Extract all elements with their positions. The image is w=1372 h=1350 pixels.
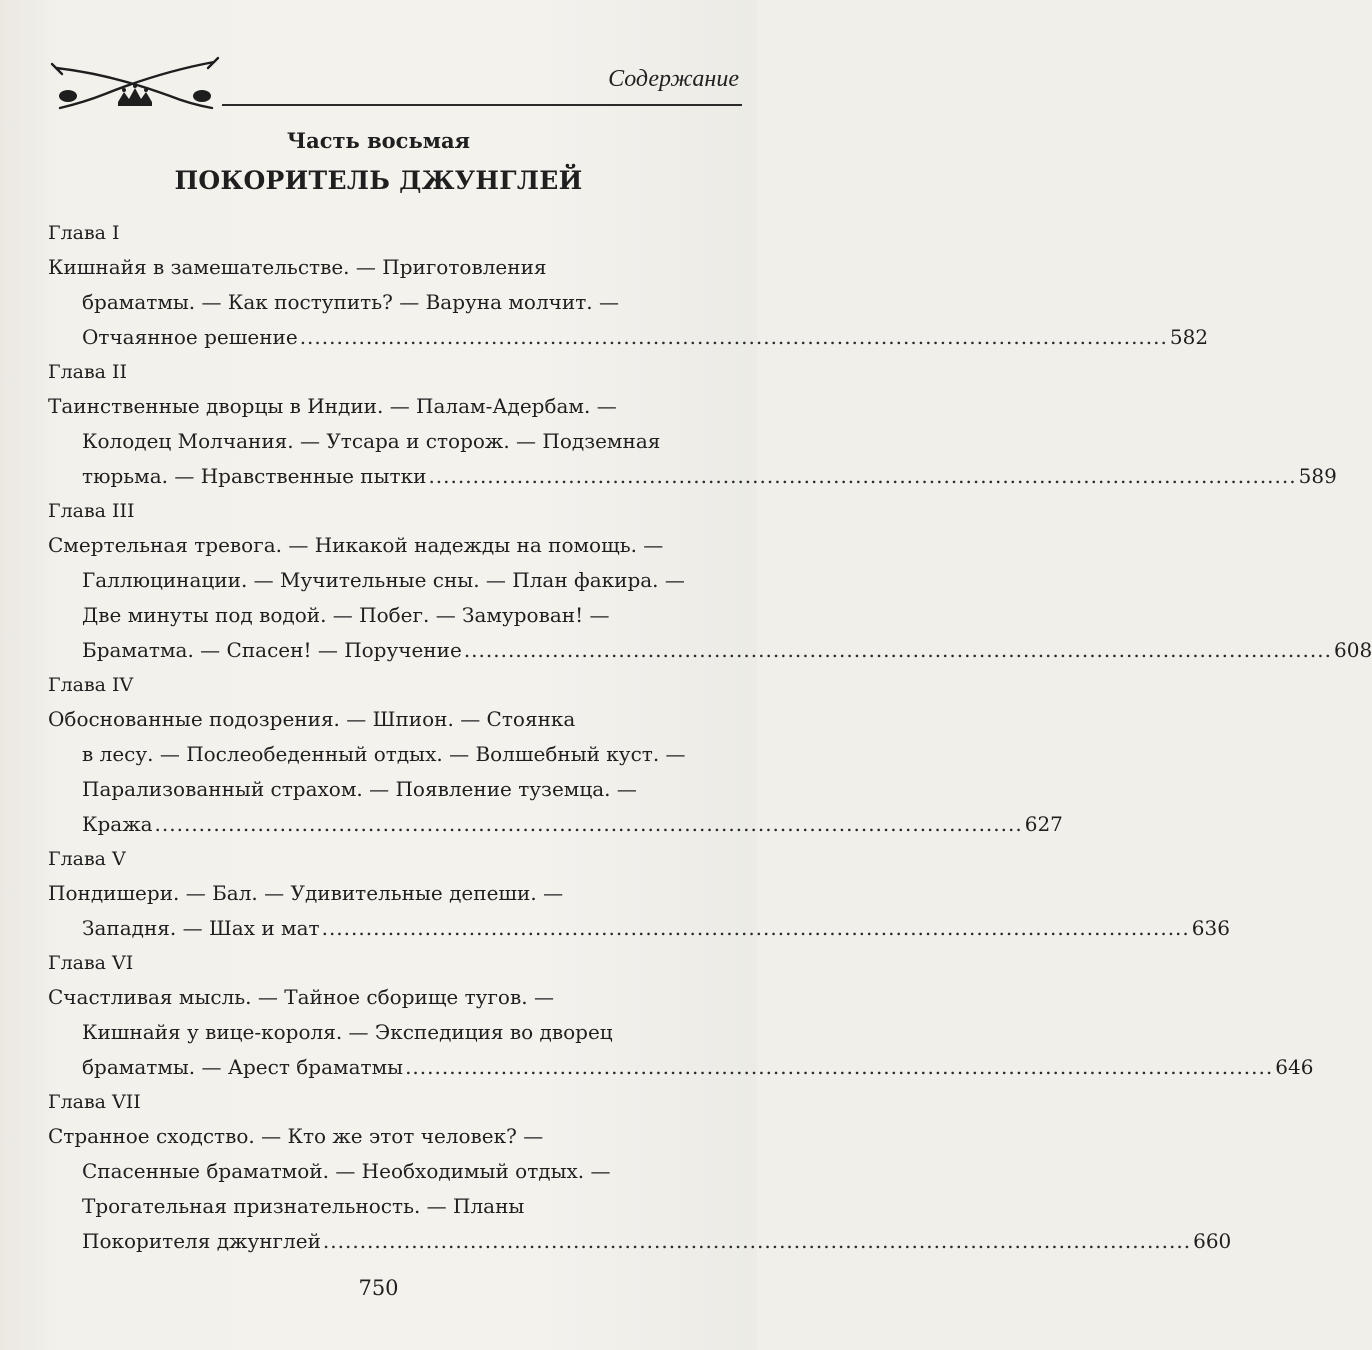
entry-line	[48, 807, 1063, 842]
entry-page-number: 646	[1275, 1055, 1314, 1079]
entry-line: Смертельная тревога. — Никакой надежды на помощь. —	[48, 533, 664, 557]
chapter-label: Глава I	[48, 222, 120, 244]
dot-leader: ......................................................................................................................	[428, 464, 1297, 488]
chapter-entry	[48, 980, 1314, 1085]
running-header-title: Содержание	[608, 66, 739, 92]
dot-leader: ......................................................................................................................	[321, 916, 1190, 940]
chapter-entry	[48, 702, 1063, 842]
dot-leader: ......................................................................................................................	[405, 1055, 1274, 1079]
toc-chapter	[48, 946, 1314, 1085]
entry-line	[48, 1050, 1314, 1085]
crossed-sabers-crown-emblem	[50, 52, 220, 114]
entry-line-text: Покорителя джунглей	[82, 1229, 321, 1253]
dot-leader: ......................................................................................................................	[154, 812, 1023, 836]
chapter-label: Глава IV	[48, 674, 134, 696]
entry-line: Трогательная признательность. — Планы	[82, 1194, 525, 1218]
part-label: Часть восьмая	[286, 128, 471, 153]
entry-line: Две минуты под водой. — Побег. — Замурован! —	[82, 603, 610, 627]
entry-page-number: 636	[1191, 916, 1230, 940]
entry-line-text: браматмы. — Арест браматмы	[82, 1055, 404, 1079]
chapter-label: Глава III	[48, 500, 135, 522]
entry-page-number: 660	[1193, 1229, 1232, 1253]
chapter-entry	[48, 1119, 1232, 1259]
entry-line: Кишнайя в замешательстве. — Приготовления	[48, 255, 547, 279]
chapter-entry	[48, 528, 1372, 668]
entry-line: Спасенные браматмой. — Необходимый отдых. —	[82, 1159, 611, 1183]
entry-line	[48, 459, 1337, 494]
entry-line: Парализованный страхом. — Появление туземца. —	[82, 777, 637, 801]
page-number: 750	[358, 1276, 399, 1300]
entry-line: Пондишери. — Бал. — Удивительные депеши. —	[48, 881, 564, 905]
entry-line	[48, 1224, 1232, 1259]
dot-leader: ......................................................................................................................	[322, 1229, 1192, 1253]
entry-line: Галлюцинации. — Мучительные сны. — План факира. —	[82, 568, 685, 592]
entry-line-text: Браматма. — Спасен! — Поручение	[82, 638, 462, 662]
chapter-entry	[48, 876, 1230, 946]
dot-leader: ......................................................................................................................	[463, 638, 1332, 662]
header-rule	[222, 104, 742, 106]
entry-page-number: 627	[1024, 812, 1063, 836]
entry-line: Обоснованные подозрения. — Шпион. — Стоянка	[48, 707, 576, 731]
entry-line: Таинственные дворцы в Индии. — Палам-Адербам. —	[48, 394, 617, 418]
entry-line	[48, 911, 1230, 946]
toc-chapter	[48, 1085, 1232, 1259]
entry-line: в лесу. — Послеобеденный отдых. — Волшебный куст. —	[82, 742, 686, 766]
entry-line	[48, 320, 1209, 355]
chapter-label: Глава VII	[48, 1091, 141, 1113]
entry-line: браматмы. — Как поступить? — Варуна молчит. —	[82, 290, 620, 314]
chapter-label: Глава V	[48, 848, 126, 870]
toc-chapter	[48, 668, 1063, 842]
entry-line	[48, 633, 1372, 668]
entry-line-text: Отчаянное решение	[82, 325, 298, 349]
entry-page-number: 608	[1334, 638, 1372, 662]
part-title: ПОКОРИТЕЛЬ ДЖУНГЛЕЙ	[174, 166, 583, 195]
entry-line-text: Западня. — Шах и мат	[82, 916, 320, 940]
table-of-contents	[48, 216, 1372, 1259]
entry-line: Счастливая мысль. — Тайное сборище тугов. —	[48, 985, 554, 1009]
entry-line: Колодец Молчания. — Утсара и сторож. — Подземная	[82, 429, 661, 453]
dot-leader: ......................................................................................................................	[299, 325, 1168, 349]
entry-page-number: 589	[1298, 464, 1337, 488]
chapter-entry	[48, 389, 1337, 494]
entry-line: Странное сходство. — Кто же этот человек? —	[48, 1124, 544, 1148]
toc-chapter	[48, 216, 1209, 355]
toc-chapter	[48, 494, 1372, 668]
entry-line-text: тюрьма. — Нравственные пытки	[82, 464, 427, 488]
entry-line: Кишнайя у вице-короля. — Экспедиция во дворец	[82, 1020, 613, 1044]
chapter-entry	[48, 250, 1209, 355]
entry-page-number: 582	[1169, 325, 1209, 349]
toc-chapter	[48, 842, 1230, 946]
toc-chapter	[48, 355, 1337, 494]
entry-line-text: Кража	[82, 812, 153, 836]
chapter-label: Глава II	[48, 361, 128, 383]
chapter-label: Глава VI	[48, 952, 134, 974]
